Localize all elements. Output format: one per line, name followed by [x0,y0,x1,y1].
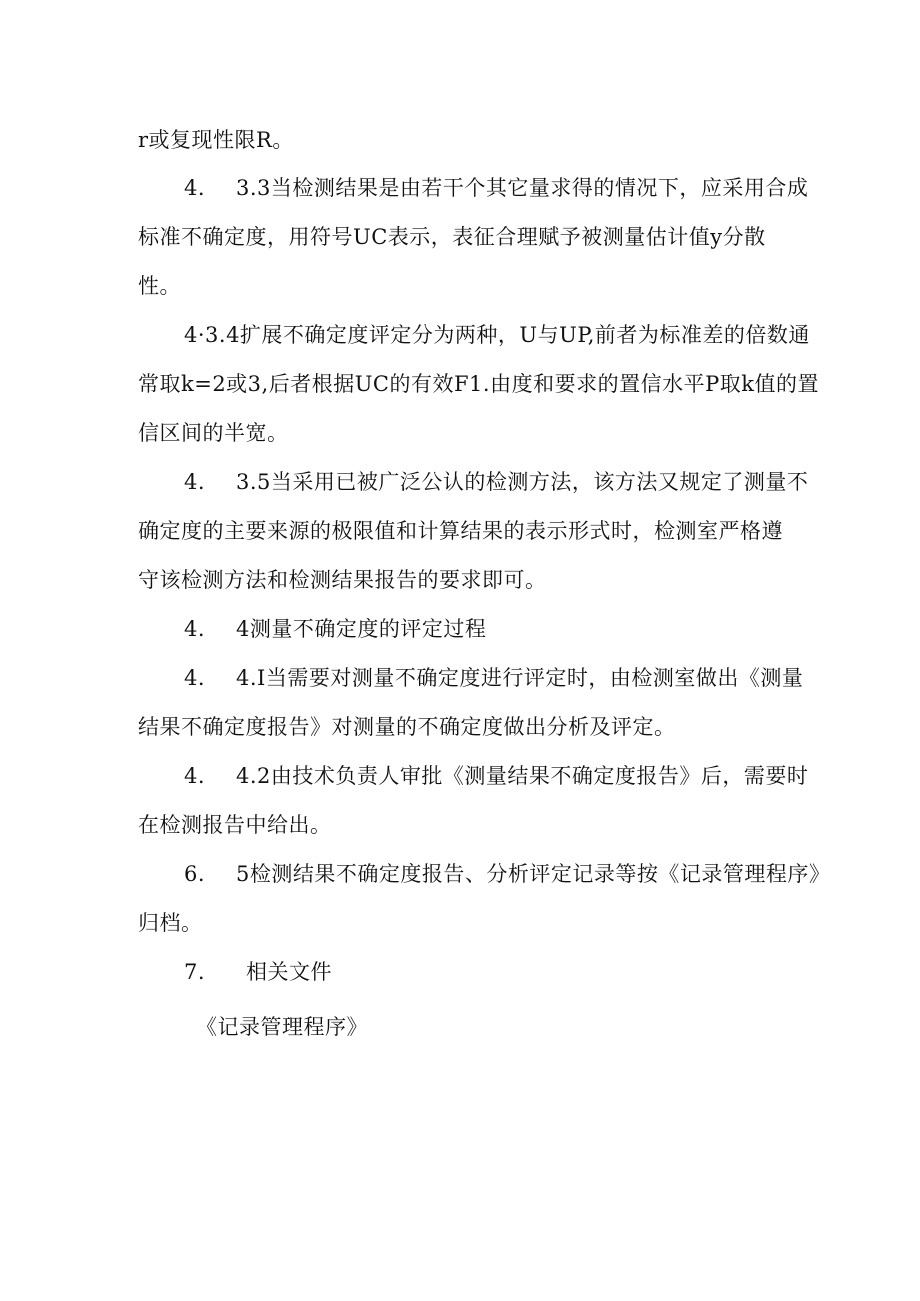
text-line-10 [138,565,547,595]
line-text: 归档。 [138,911,203,935]
line-text: 3.5当采用已被广泛公认的检测方法，该方法又规定了测量不 [236,470,809,494]
text-line-13 [138,712,676,742]
text-line-19 [196,1012,368,1042]
line-text: 3.3当检测结果是由若干个其它量求得的情况下，应采用合成 [236,176,809,200]
section-number: 4. [184,176,206,200]
text-line-18 [184,957,332,987]
line-text: 4测量不确定度的评定过程 [236,617,487,641]
line-text: 结果不确定度报告》对测量的不确定度做出分析及评定。 [138,715,676,739]
line-text: 守该检测方法和检测结果报告的要求即可。 [138,568,547,592]
line-text: 4.2由技术负责人审批《测量结果不确定度报告》后，需要时 [236,764,809,788]
text-line-4 [138,271,181,301]
line-text: 信区间的半宽。 [138,421,289,445]
line-text: r或复现性限R。 [138,128,294,152]
line-text: 4·3.4扩展不确定度评定分为两种，U与UP,前者为标准差的倍数通 [184,323,810,347]
line-text: 5检测结果不确定度报告、分析评定记录等按《记录管理程序》 [236,862,831,886]
line-text: 4.I当需要对测量不确定度进行评定时，由检测室做出《测量 [236,666,804,690]
section-number: 6. [184,862,206,886]
line-text: 常取k=2或3,后者根据UC的有效F1.由度和要求的置信水平P取k值的置 [138,372,819,396]
section-number: 7. [184,960,206,984]
text-line-15 [138,810,332,840]
section-number: 4. [184,617,206,641]
line-text: 性。 [138,274,181,298]
line-text: 标准不确定度，用符号UC表示，表征合理赋予被测量估计值y分散 [138,225,766,249]
section-number: 4. [184,666,206,690]
section-number: 4. [184,470,206,494]
text-line-11 [184,614,486,644]
text-line-1 [138,125,294,155]
text-line-9 [138,516,783,546]
text-line-2 [184,173,808,203]
text-line-12 [184,663,803,693]
text-line-3 [138,222,766,252]
related-document-title: 《记录管理程序》 [196,1015,368,1039]
line-text: 确定度的主要来源的极限值和计算结果的表示形式时，检测室严格遵 [138,519,783,543]
text-line-7 [138,418,289,448]
text-line-6 [138,369,819,399]
text-line-16 [184,859,830,889]
section-number: 4. [184,764,206,788]
text-line-14 [184,761,808,791]
text-line-8 [184,467,808,497]
section-heading: 相关文件 [246,960,332,984]
line-text: 在检测报告中给出。 [138,813,332,837]
text-line-17 [138,908,203,938]
text-line-5 [184,320,810,350]
